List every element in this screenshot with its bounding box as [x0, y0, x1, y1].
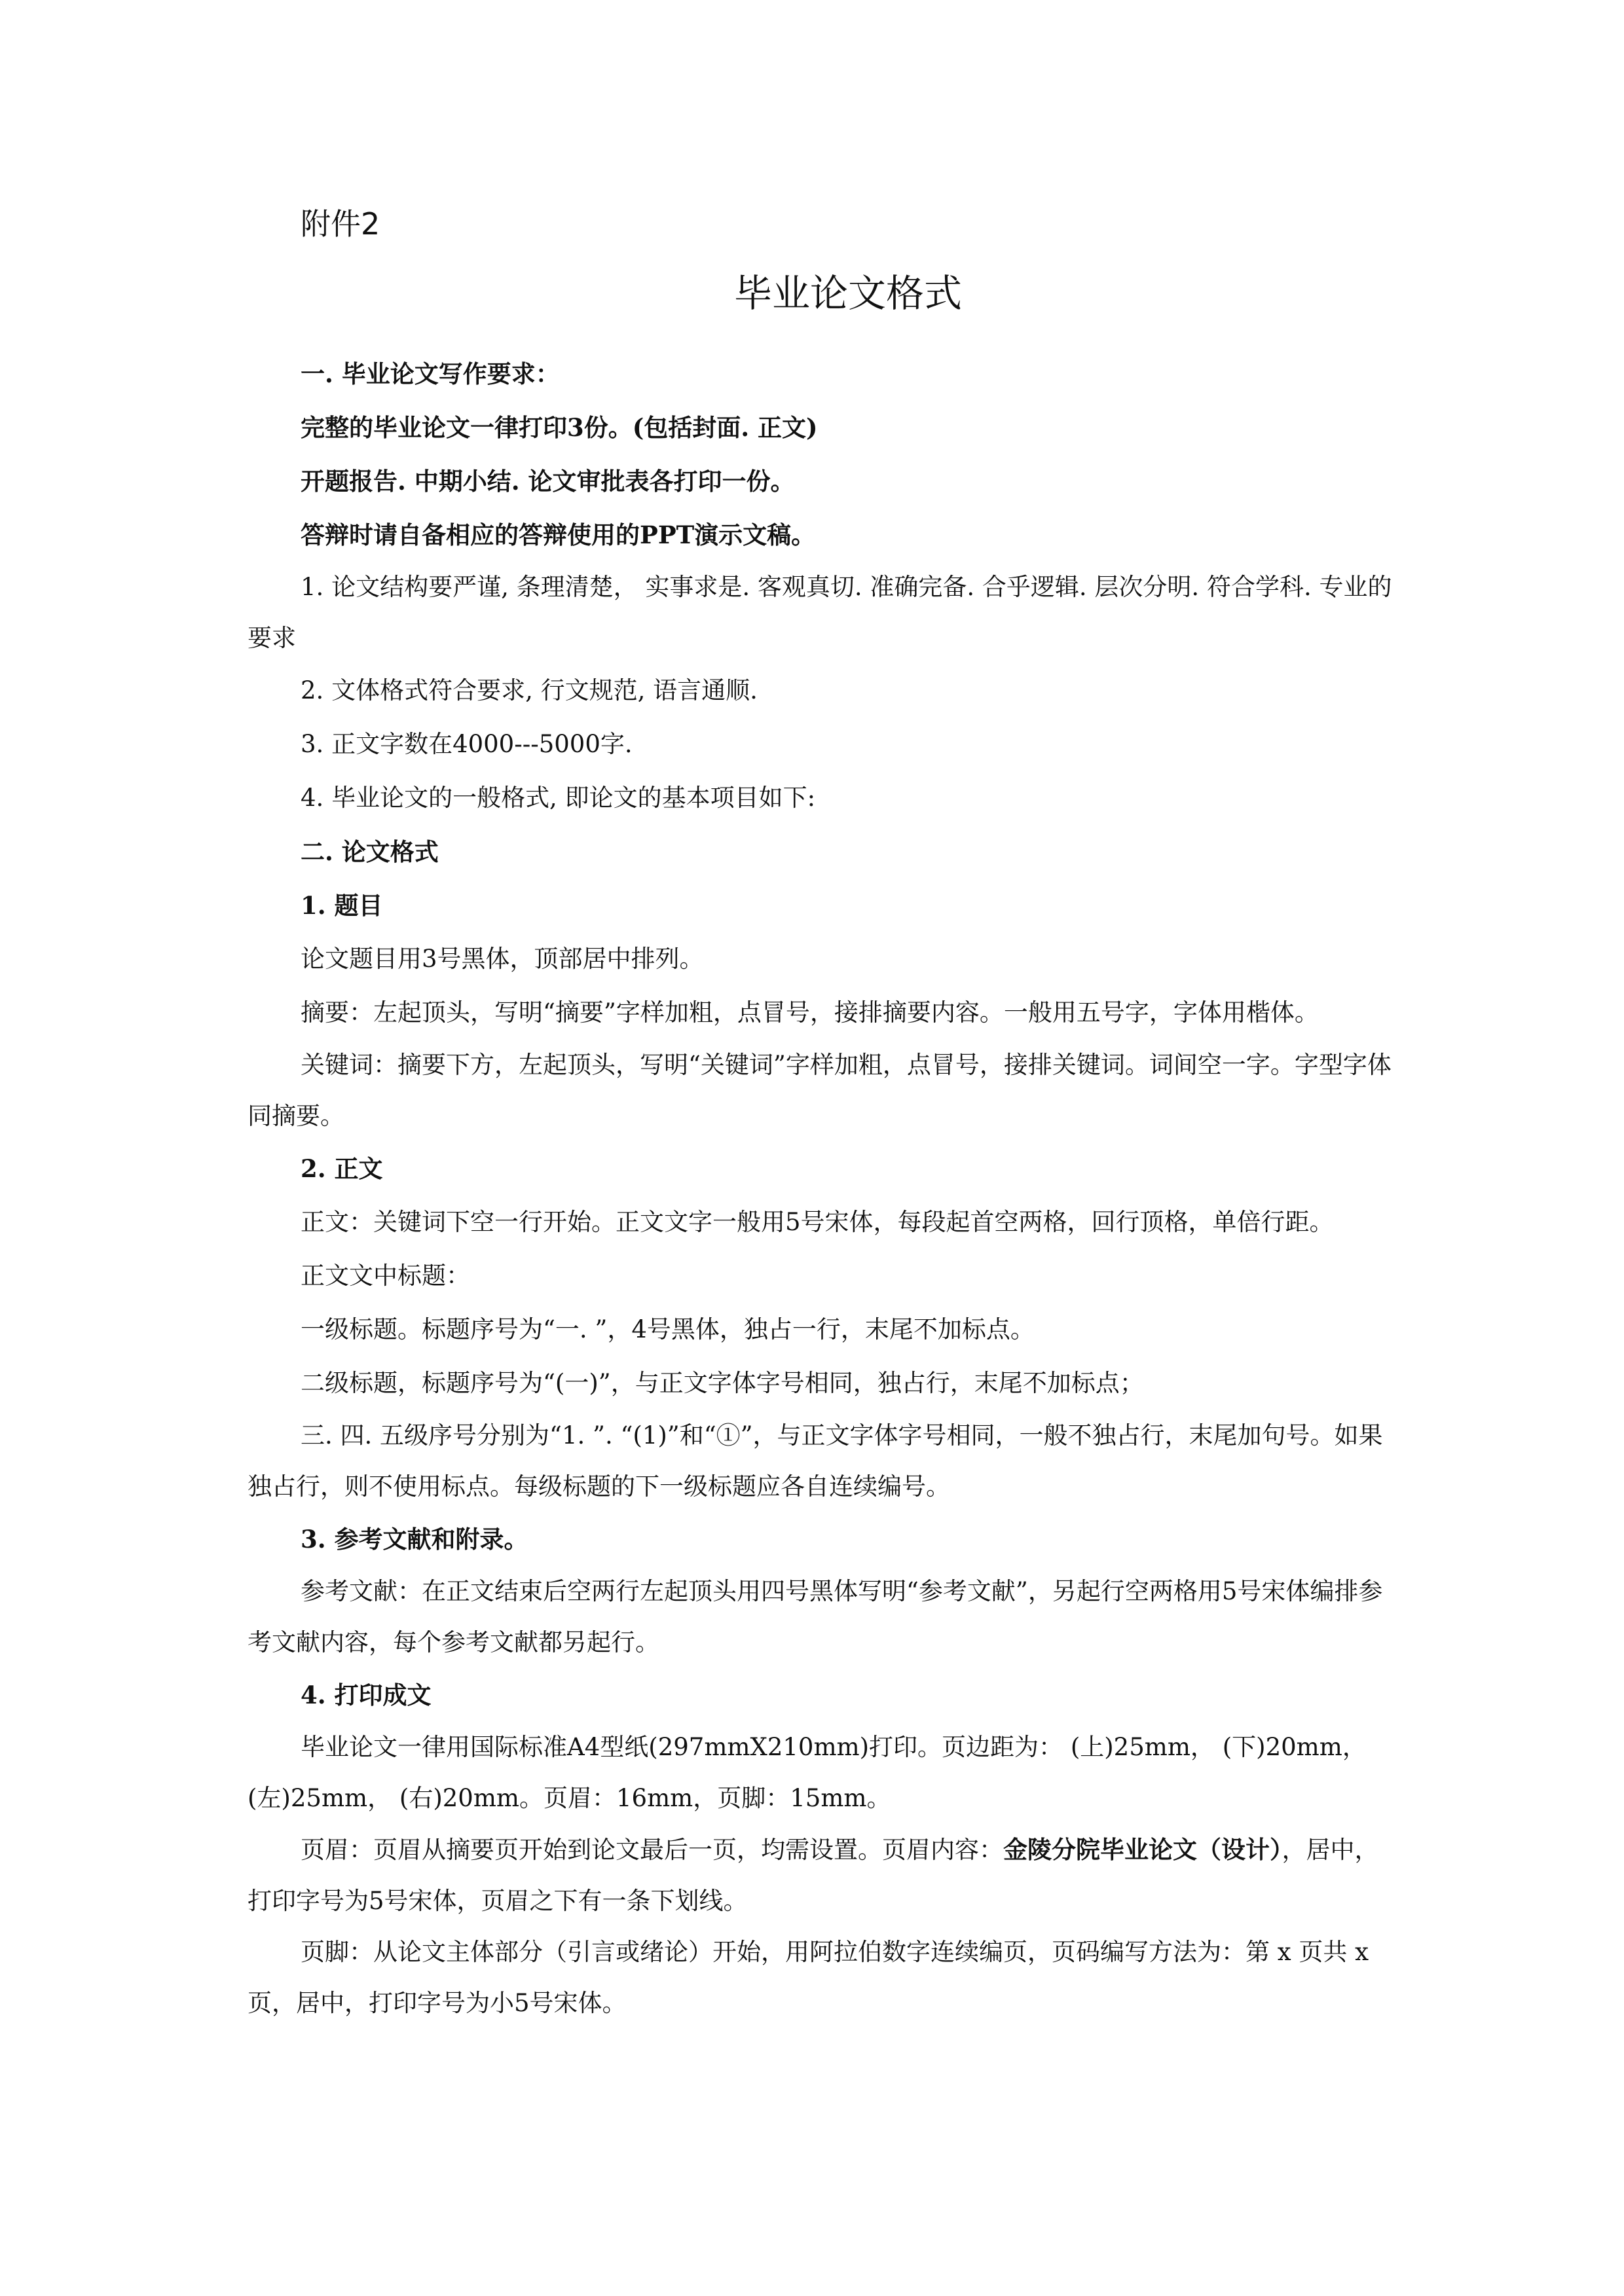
subheading-references: 3. 参考文献和附录。: [301, 1525, 528, 1554]
subheading-printing: 4. 打印成文: [301, 1681, 432, 1709]
requirement-item-2: 2. 文体格式符合要求, 行文规范, 语言通顺.: [301, 676, 758, 704]
header-content-bold: 金陵分院毕业论文（设计）: [1003, 1835, 1282, 1864]
section-heading-format: 二. 论文格式: [301, 837, 439, 866]
paragraph-level3-5-headings: 三. 四. 五级序号分别为“1. ”. “(1)”和“①”，与正文字体字号相同，一般不独占行，末尾加句号。如果独占行，则不使用标点。每级标题的下一级标题应各自连续编号。: [248, 1421, 1383, 1501]
requirement-item-1: 1. 论文结构要严谨, 条理清楚， 实事求是. 客观真切. 准确完备. 合乎逻辑. 层次分明. 符合学科. 专业的要求: [248, 573, 1392, 652]
paragraph-abstract: 摘要：左起顶头，写明“摘要”字样加粗，点冒号，接排摘要内容。一般用五号字，字体用楷体。: [301, 998, 1319, 1027]
paragraph-level1-heading: 一级标题。标题序号为“一. ”，4号黑体，独占一行，末尾不加标点。: [301, 1315, 1035, 1343]
paragraph-header: [248, 1824, 1393, 1927]
requirement-item-3: 3. 正文字数在4000---5000字.: [301, 730, 633, 758]
header-text-after: ，居中，打印字号为5号宋体，页眉之下有一条下划线。: [248, 1836, 1379, 1915]
subheading-body: 2. 正文: [301, 1154, 383, 1183]
paragraph-level2-heading: 二级标题，标题序号为“(一)”，与正文字体字号相同，独占行，末尾不加标点；: [301, 1369, 1144, 1397]
paragraph-headings-intro: 正文文中标题：: [301, 1262, 470, 1290]
paragraph-footer: 页脚：从论文主体部分（引言或绪论）开始，用阿拉伯数字连续编页，页码编写方法为：第 x 页共 x 页，居中，打印字号为小5号宋体。: [248, 1938, 1369, 2017]
document-body: [248, 347, 1393, 2029]
paragraph-body-text: 正文：关键词下空一行开始。正文文字一般用5号宋体，每段起首空两格，回行顶格，单倍行距。: [301, 1208, 1334, 1236]
section-heading-requirements: 一. 毕业论文写作要求：: [301, 359, 560, 388]
header-text-before: 页眉：页眉从摘要页开始到论文最后一页，均需设置。页眉内容：: [301, 1836, 1003, 1864]
subheading-title: 1. 题目: [301, 891, 383, 920]
paragraph-references: 参考文献：在正文结束后空两行左起顶头用四号黑体写明“参考文献”，另起行空两格用5号宋体编排参考文献内容，每个参考文献都另起行。: [248, 1577, 1383, 1656]
paragraph-title-format: 论文题目用3号黑体，顶部居中排列。: [301, 945, 704, 973]
requirement-item-4: 4. 毕业论文的一般格式, 即论文的基本项目如下:: [301, 784, 816, 812]
requirement-ppt: 答辩时请自备相应的答辩使用的PPT演示文稿。: [301, 520, 816, 549]
attachment-label: 附件2: [301, 206, 380, 242]
paragraph-paper-margins: 毕业论文一律用国际标准A4型纸(297mmX210mm)打印。页边距为： (上)25mm， (下)20mm，(左)25mm， (右)20mm。页眉：16mm，页脚：15mm。: [248, 1733, 1367, 1812]
requirement-print-copies: 完整的毕业论文一律打印3份。(包括封面. 正文): [301, 413, 818, 442]
paragraph-keywords: 关键词：摘要下方，左起顶头，写明“关键词”字样加粗，点冒号，接排关键词。词间空一字。字型字体同摘要。: [248, 1051, 1392, 1130]
page-title: 毕业论文格式: [733, 271, 962, 316]
requirement-reports: 开题报告. 中期小结. 论文审批表各打印一份。: [301, 467, 795, 496]
